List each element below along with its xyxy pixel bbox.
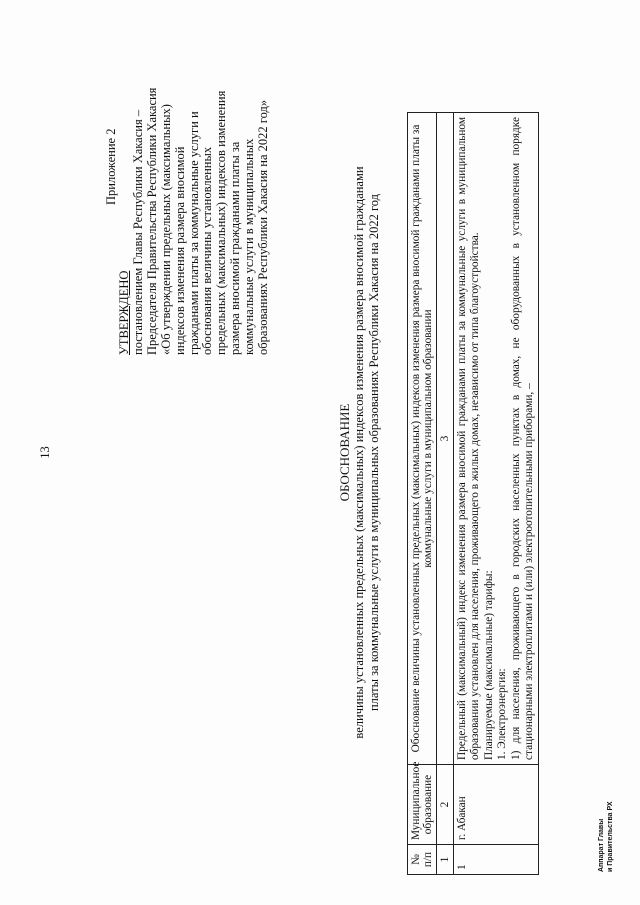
row-municipality: г. Абакан xyxy=(454,765,539,845)
justification-paragraph: Предельный (максимальный) индекс изменения размера вносимой гражданами платы за коммунальные услуги в муниципальном образовании установлен для населения, проживающего в жилых домах, независимо от типа благоустройства. xyxy=(456,117,482,760)
column-header-municipality: Муниципальное образование xyxy=(408,765,437,845)
appendix-label: Приложение 2 xyxy=(104,128,118,205)
justification-paragraph: Планируемые (максимальные) тарифы: xyxy=(482,570,495,760)
row-number: 1 xyxy=(454,845,539,875)
page-number: 13 xyxy=(38,446,52,459)
subheading-line-2: платы за коммунальные услуги в муниципальных образованиях Республики Хакасия на 2022 год xyxy=(367,193,381,712)
column-number-3: 3 xyxy=(437,113,454,765)
row-justification xyxy=(454,113,539,765)
column-number-2: 2 xyxy=(437,765,454,845)
justification-paragraph: 1. Электроэнергия: xyxy=(496,668,509,760)
column-header-number: № п/п xyxy=(408,845,437,875)
justification-paragraph: 1) для населения, проживающего в городских населенных пунктах в домах, не оборудованных в установленном порядке стационарными электроплитами и (или) электроотопительными приборами, – xyxy=(509,117,536,760)
stamp-line-2: и Правительства РХ xyxy=(606,801,614,872)
justification-table xyxy=(407,112,539,875)
table-row xyxy=(454,113,539,875)
approval-text: постановлением Главы Республики Хакасия – Председателя Правительства Республики Хакасия «Об утверждении предельных (максимальных) индексов изменения размера вносимой гражданами платы за коммунальные услуги и обоснования величины установленных предельных (максимальных) индексов изменения размера вносимой гражданами платы за коммунальные услуги в муниципальных образованиях Республики Хакасия на 2022 год» xyxy=(130,87,271,355)
subheading-line-1: величины установленных предельных (максимальных) индексов изменения размера вносимой гражданами xyxy=(352,166,366,739)
stamp-line-1: Аппарат Главы xyxy=(598,818,605,872)
column-number-row xyxy=(437,113,454,875)
office-stamp xyxy=(598,801,615,872)
document-subheading xyxy=(352,0,382,905)
table-header-row xyxy=(408,113,437,875)
column-number-1: 1 xyxy=(437,845,454,875)
document-heading: ОБОСНОВАНИЕ xyxy=(337,403,352,502)
column-header-justification: Обоснование величины установленных предельных (максимальных) индексов изменения размера вносимой гражданами платы за коммунальные услуги в муниципальном образовании xyxy=(408,113,437,765)
approval-block xyxy=(118,83,271,355)
approval-title: УТВЕРЖДЕНО xyxy=(117,270,131,355)
